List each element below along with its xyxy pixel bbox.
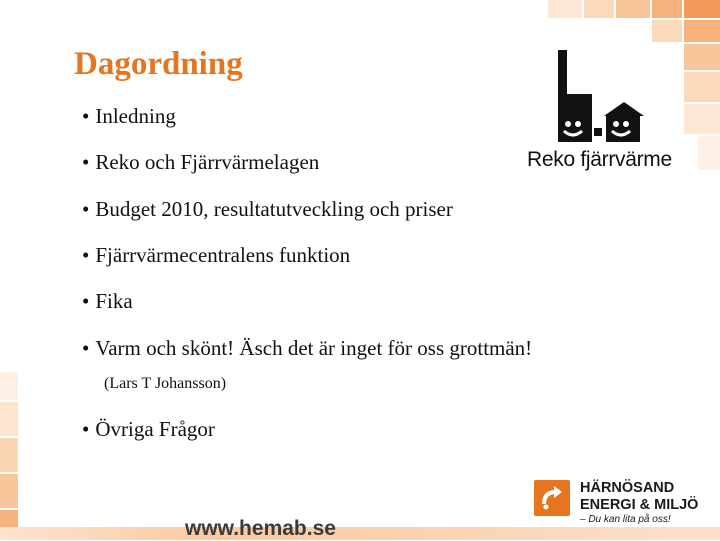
agenda-item — [82, 197, 453, 222]
bullet-marker: • — [82, 289, 90, 313]
agenda-item-text: Övriga Frågor — [95, 417, 215, 441]
bullet-marker: • — [82, 336, 90, 360]
agenda-item-text: Varm och skönt! Äsch det är inget för oss grottmän! — [95, 336, 533, 360]
agenda-item — [82, 289, 133, 314]
agenda-item-text: Budget 2010, resultatutveckling och priser — [95, 197, 453, 221]
agenda-item — [82, 104, 176, 129]
agenda-item-text: Reko och Fjärrvärmelagen — [95, 150, 320, 174]
hemab-name-line1: HÄRNÖSAND — [580, 480, 675, 496]
agenda-item-text: Fika — [95, 289, 133, 313]
agenda-item — [82, 336, 532, 361]
agenda-item — [82, 150, 319, 175]
hemab-name — [580, 480, 698, 514]
agenda-item-text: Inledning — [95, 104, 176, 128]
bullet-marker: • — [82, 150, 90, 174]
bullet-marker: • — [82, 243, 90, 267]
agenda-item — [82, 417, 215, 442]
reko-logo-text: Reko fjärrvärme — [527, 148, 672, 171]
hemab-name-line2: ENERGI & MILJÖ — [580, 497, 699, 513]
quote-attribution: (Lars T Johansson) — [104, 375, 227, 392]
decorative-tile-pattern-left — [0, 372, 20, 540]
bullet-marker: • — [82, 104, 90, 128]
slide-title: Dagordning — [74, 46, 243, 82]
agenda-item — [82, 243, 350, 268]
bullet-marker: • — [82, 197, 90, 221]
agenda-item-text: Fjärrvärmecentralens funktion — [95, 243, 351, 267]
footer-url[interactable]: www.hemab.se — [185, 517, 336, 540]
hemab-slogan: – Du kan lita på oss! — [580, 514, 671, 525]
hemab-logo — [534, 476, 720, 532]
hemab-logo-icon — [534, 480, 570, 516]
bullet-marker: • — [82, 417, 90, 441]
